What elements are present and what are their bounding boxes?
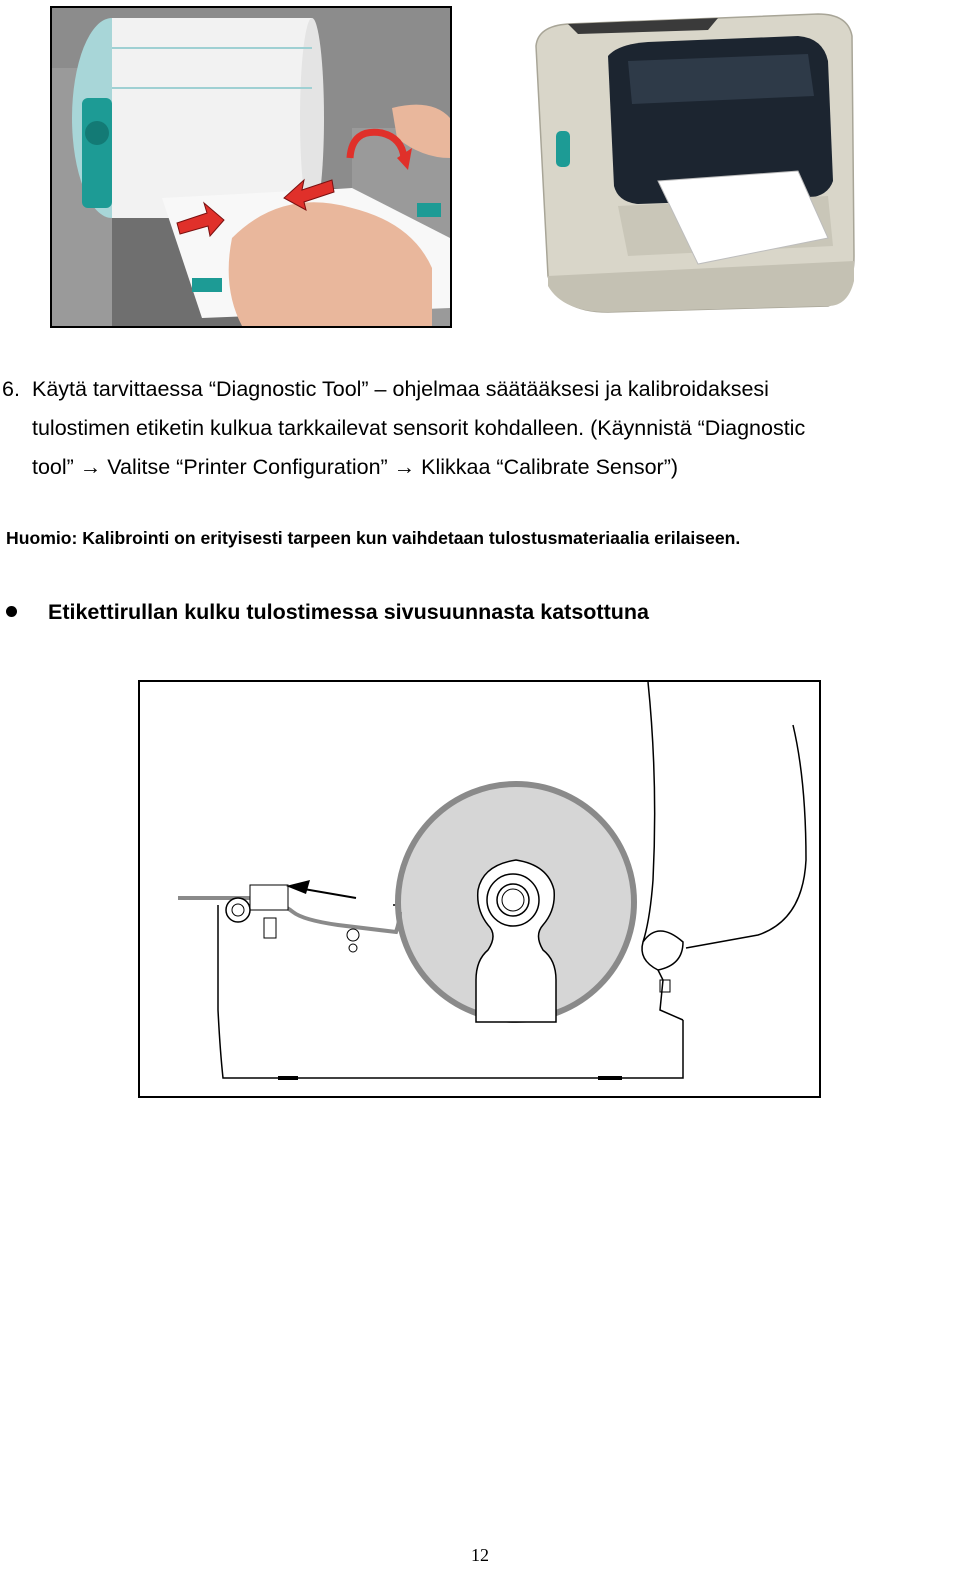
instruction-line-1: Käytä tarvittaessa “Diagnostic Tool” – ohjelmaa säätääksesi ja kalibroidaksesi [32, 377, 769, 401]
calibration-note: Huomio: Kalibrointi on erityisesti tarpeen kun vaihdetaan tulostusmateriaalia erilaiseen. [6, 528, 741, 548]
label-loading-photo [50, 6, 452, 328]
filled-circle-icon [6, 606, 17, 617]
label-path-diagram [138, 680, 821, 1098]
step-number: 6. [2, 377, 20, 401]
bullet-heading [6, 600, 649, 625]
printer-photo [528, 6, 858, 318]
bullet-text: Etikettirullan kulku tulostimessa sivusuunnasta katsottuna [48, 600, 649, 624]
instruction-paragraph [2, 370, 952, 487]
page-number: 12 [471, 1545, 489, 1565]
instruction-line-3: tool” → Valitse “Printer Configuration” → Klikkaa “Calibrate Sensor”) [32, 455, 679, 479]
instruction-line-2: tulostimen etiketin kulkua tarkkailevat sensorit kohdalleen. (Käynnistä “Diagnostic [32, 416, 806, 440]
